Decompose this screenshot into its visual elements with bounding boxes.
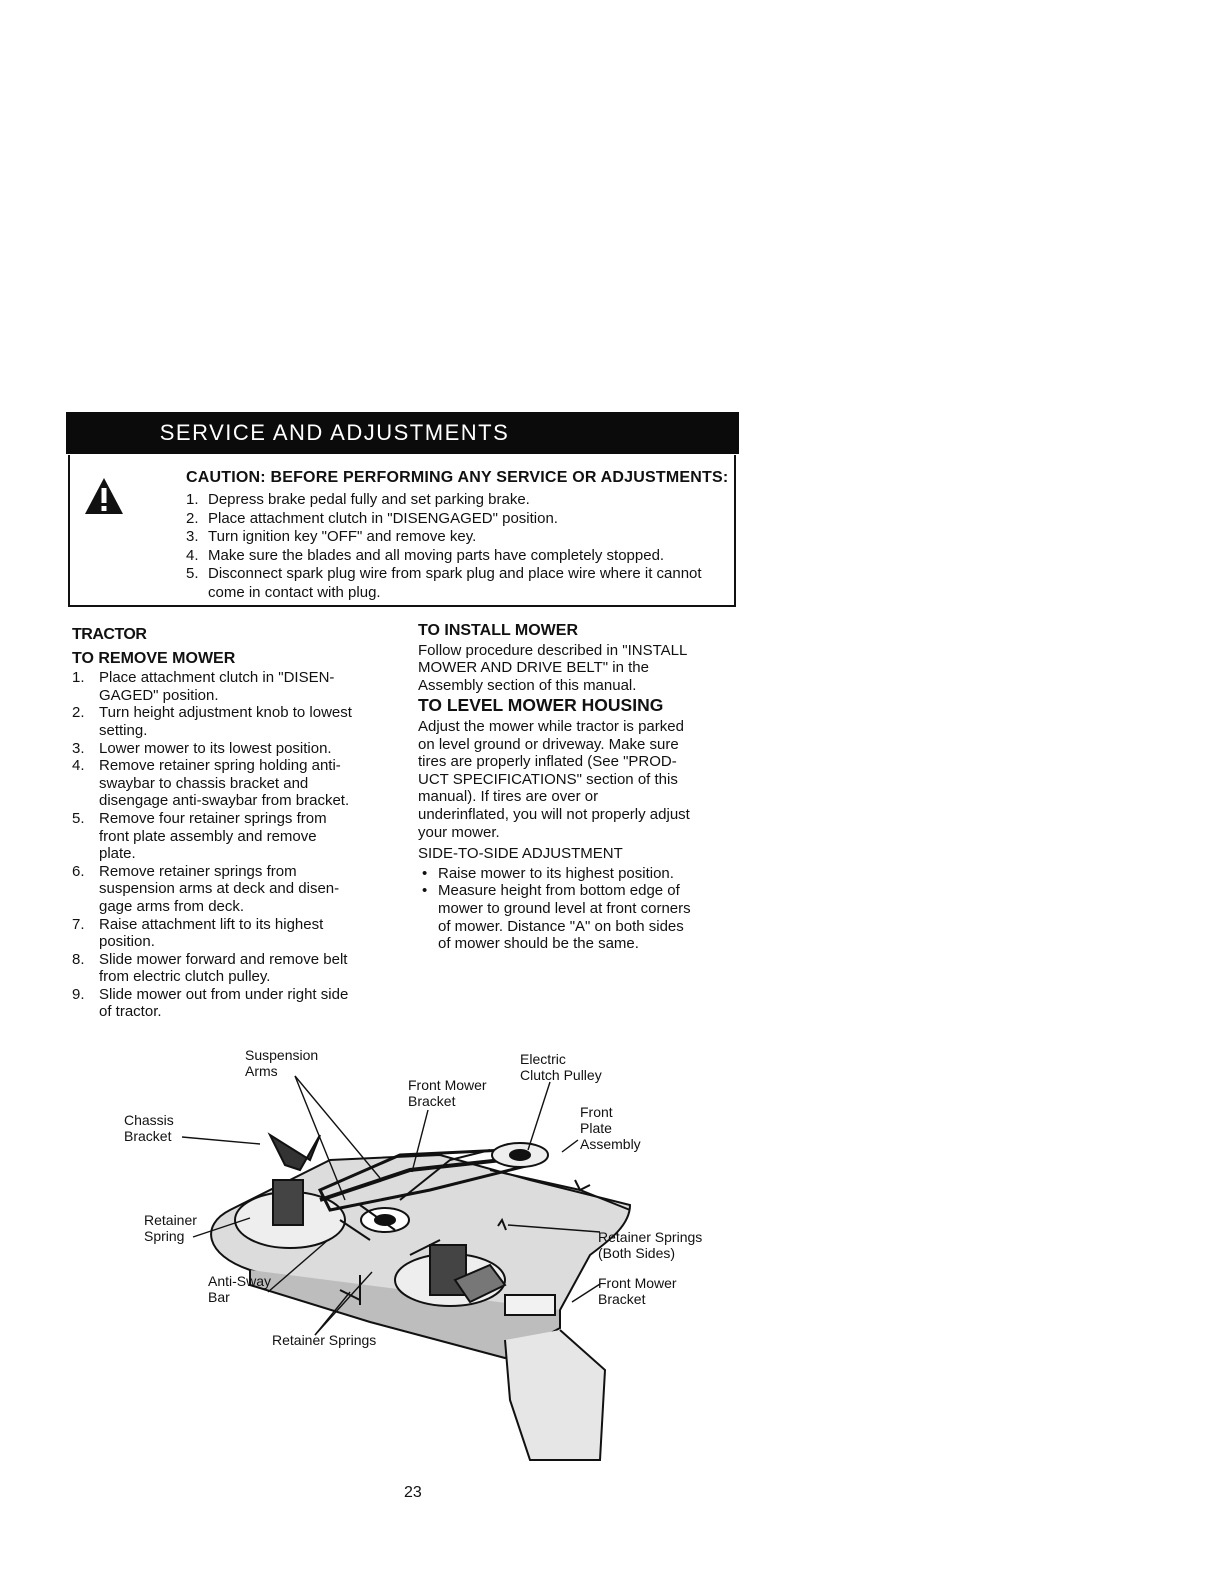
text-line: of mower should be the same. bbox=[438, 935, 639, 953]
label-front-plate-assembly: Front Plate Assembly bbox=[580, 1104, 641, 1152]
text-line: of tractor. bbox=[99, 1003, 162, 1021]
text-line: position. bbox=[99, 933, 155, 951]
text-line: Place attachment clutch in "DISENGAGED" position. bbox=[208, 509, 558, 527]
text-line: tires are properly inflated (See "PROD- bbox=[418, 753, 677, 771]
step-number: 3. bbox=[72, 739, 85, 757]
text-line: Make sure the blades and all moving parts have completely stopped. bbox=[208, 546, 665, 564]
caution-step bbox=[186, 528, 702, 547]
step-number: 2. bbox=[186, 509, 199, 527]
page-number: 23 bbox=[404, 1484, 422, 1501]
mower-diagram bbox=[110, 1040, 750, 1470]
label-retainer-spring: Retainer Spring bbox=[144, 1212, 197, 1244]
left-column bbox=[72, 622, 402, 1021]
label-anti-sway-bar: Anti-Sway Bar bbox=[208, 1273, 272, 1305]
text-line: front plate assembly and remove bbox=[99, 827, 317, 845]
text-line: Slide mower forward and remove belt bbox=[99, 950, 348, 968]
text-line: Raise attachment lift to its highest bbox=[99, 915, 324, 933]
text-line: Lower mower to its lowest position. bbox=[99, 739, 332, 757]
caution-step bbox=[186, 565, 702, 602]
step-number: 2. bbox=[72, 704, 85, 722]
step-number: 5. bbox=[72, 809, 85, 827]
text-line: plate. bbox=[99, 845, 136, 863]
label-front-mower-bracket-right: Front Mower Bracket bbox=[598, 1275, 677, 1307]
tractor-heading: TRACTOR bbox=[72, 626, 147, 643]
text-line: Follow procedure described in "INSTALL bbox=[418, 641, 688, 659]
install-mower-heading: TO INSTALL MOWER bbox=[418, 622, 578, 639]
remove-mower-step bbox=[72, 757, 402, 810]
text-line: setting. bbox=[99, 721, 148, 739]
text-line: underinflated, you will not properly adjust bbox=[418, 805, 690, 823]
label-front-mower-bracket-top: Front Mower Bracket bbox=[408, 1077, 487, 1109]
text-line: Remove retainer spring holding anti- bbox=[99, 757, 341, 775]
text-line: Remove four retainer springs from bbox=[99, 809, 327, 827]
remove-mower-step bbox=[72, 986, 402, 1021]
level-mower-text bbox=[418, 718, 743, 841]
caution-step bbox=[186, 491, 702, 510]
text-line: Assembly section of this manual. bbox=[418, 676, 637, 694]
step-number: 4. bbox=[186, 546, 199, 564]
warning-triangle-icon bbox=[84, 477, 124, 515]
step-number: 7. bbox=[72, 915, 85, 933]
text-line: disengage anti-swaybar from bracket. bbox=[99, 792, 350, 810]
text-line: come in contact with plug. bbox=[208, 583, 381, 601]
side-to-side-bullet bbox=[418, 865, 743, 883]
caution-step bbox=[186, 510, 702, 529]
step-number: 4. bbox=[72, 757, 85, 775]
bullet-dot-icon: • bbox=[422, 864, 428, 882]
label-retainer-springs-both-sides: Retainer Springs (Both Sides) bbox=[598, 1229, 703, 1261]
text-line: Remove retainer springs from bbox=[99, 862, 297, 880]
text-line: manual). If tires are over or bbox=[418, 788, 599, 806]
remove-mower-step bbox=[72, 916, 402, 951]
step-number: 5. bbox=[186, 565, 199, 582]
label-electric-clutch-pulley: Electric Clutch Pulley bbox=[520, 1051, 602, 1083]
remove-mower-step bbox=[72, 810, 402, 863]
step-number: 8. bbox=[72, 950, 85, 968]
step-number: 1. bbox=[72, 669, 85, 687]
step-number: 3. bbox=[186, 528, 199, 545]
right-column bbox=[418, 622, 743, 953]
text-line: mower to ground level at front corners bbox=[438, 899, 691, 917]
text-line: swaybar to chassis bracket and bbox=[99, 774, 309, 792]
level-mower-heading: TO LEVEL MOWER HOUSING bbox=[418, 695, 664, 716]
remove-mower-step bbox=[72, 740, 402, 758]
remove-mower-heading: TO REMOVE MOWER bbox=[72, 649, 236, 667]
remove-mower-step bbox=[72, 669, 402, 704]
text-line: from electric clutch pulley. bbox=[99, 968, 271, 986]
step-number: 1. bbox=[186, 491, 199, 508]
caution-box bbox=[68, 455, 736, 607]
label-suspension-arms: Suspension Arms bbox=[245, 1047, 319, 1079]
text-line: on level ground or driveway. Make sure bbox=[418, 735, 679, 753]
text-line: Turn ignition key "OFF" and remove key. bbox=[208, 528, 477, 545]
text-line: Turn height adjustment knob to lowest bbox=[99, 704, 352, 722]
install-mower-text bbox=[418, 642, 743, 695]
text-line: GAGED" position. bbox=[99, 686, 219, 704]
side-to-side-bullet bbox=[418, 882, 743, 952]
text-line: Raise mower to its highest position. bbox=[438, 864, 674, 882]
section-header-title: SERVICE AND ADJUSTMENTS bbox=[159, 420, 510, 445]
caution-steps-list bbox=[186, 491, 702, 602]
text-line: Disconnect spark plug wire from spark plug and place wire where it cannot bbox=[208, 565, 702, 582]
label-chassis-bracket: Chassis Bracket bbox=[124, 1112, 174, 1144]
text-line: UCT SPECIFICATIONS" section of this bbox=[418, 770, 678, 788]
remove-mower-step bbox=[72, 704, 402, 739]
text-line: Depress brake pedal fully and set parking brake. bbox=[208, 491, 530, 508]
side-to-side-heading: SIDE-TO-SIDE ADJUSTMENT bbox=[418, 845, 623, 863]
text-line: Measure height from bottom edge of bbox=[438, 882, 680, 900]
text-line: Slide mower out from under right side bbox=[99, 985, 349, 1003]
bullet-dot-icon: • bbox=[422, 882, 428, 900]
text-line: Adjust the mower while tractor is parked bbox=[418, 717, 684, 735]
text-line: your mower. bbox=[418, 823, 500, 841]
remove-mower-steps bbox=[72, 669, 402, 1021]
text-line: Place attachment clutch in "DISEN- bbox=[99, 669, 335, 687]
text-line: of mower. Distance "A" on both sides bbox=[438, 917, 684, 935]
text-line: suspension arms at deck and disen- bbox=[99, 880, 340, 898]
step-number: 9. bbox=[72, 985, 85, 1003]
mower-deck-illustration bbox=[211, 1135, 630, 1460]
caution-step bbox=[186, 547, 702, 566]
label-retainer-springs-bottom: Retainer Springs bbox=[272, 1332, 377, 1348]
remove-mower-step bbox=[72, 863, 402, 916]
text-line: gage arms from deck. bbox=[99, 897, 245, 915]
section-header-bar bbox=[66, 412, 739, 454]
remove-mower-step bbox=[72, 951, 402, 986]
text-line: MOWER AND DRIVE BELT" in the bbox=[418, 659, 649, 677]
step-number: 6. bbox=[72, 862, 85, 880]
side-to-side-bullets bbox=[418, 865, 743, 953]
caution-title: CAUTION: BEFORE PERFORMING ANY SERVICE OR ADJUSTMENTS: bbox=[186, 469, 729, 486]
